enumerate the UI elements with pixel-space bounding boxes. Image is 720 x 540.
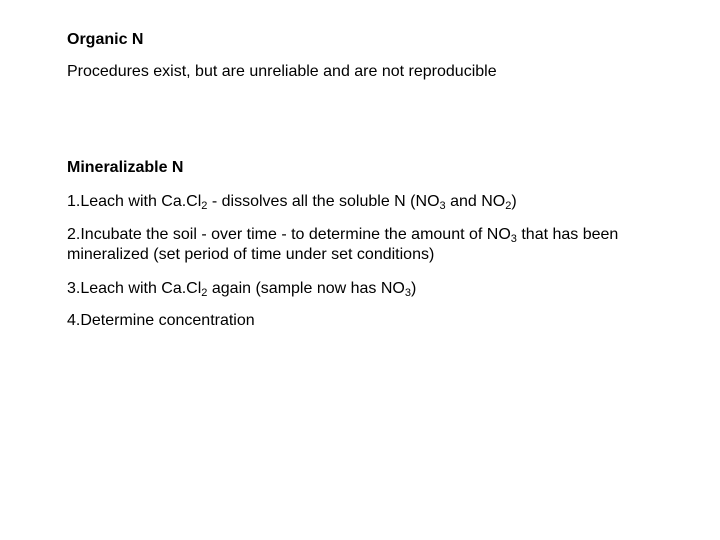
step-3: [67, 279, 416, 299]
step-3-text-c: ): [410, 280, 417, 297]
step-1-text-d: ): [511, 193, 517, 210]
step-1-text-c: and NO: [445, 193, 506, 210]
step-3-text-b: again (sample now has NO: [207, 280, 405, 297]
step-1: [67, 192, 517, 212]
step-2: [67, 225, 697, 265]
step-4: 4.Determine concentration: [67, 312, 255, 329]
step-1-subscript-3: 2: [505, 200, 512, 212]
step-1-text-a: 1.Leach with Ca.Cl: [67, 193, 202, 210]
step-2-text-b: that has been mineralized (set period of time under set conditions): [67, 226, 619, 263]
step-2-subscript-1: 3: [510, 233, 517, 245]
step-1-subscript-1: 2: [201, 200, 208, 212]
step-2-text-a: 2.Incubate the soil - over time - to determine the amount of NO: [67, 226, 511, 243]
organic-n-heading: Organic N: [67, 31, 144, 48]
mineralizable-n-heading: Mineralizable N: [67, 159, 184, 176]
organic-n-text: Procedures exist, but are unreliable and are not reproducible: [67, 63, 497, 80]
step-3-text-a: 3.Leach with Ca.Cl: [67, 280, 202, 297]
step-3-subscript-1: 2: [201, 287, 208, 299]
step-1-subscript-2: 3: [439, 200, 446, 212]
step-1-text-b: - dissolves all the soluble N (NO: [207, 193, 440, 210]
step-3-subscript-2: 3: [404, 287, 411, 299]
